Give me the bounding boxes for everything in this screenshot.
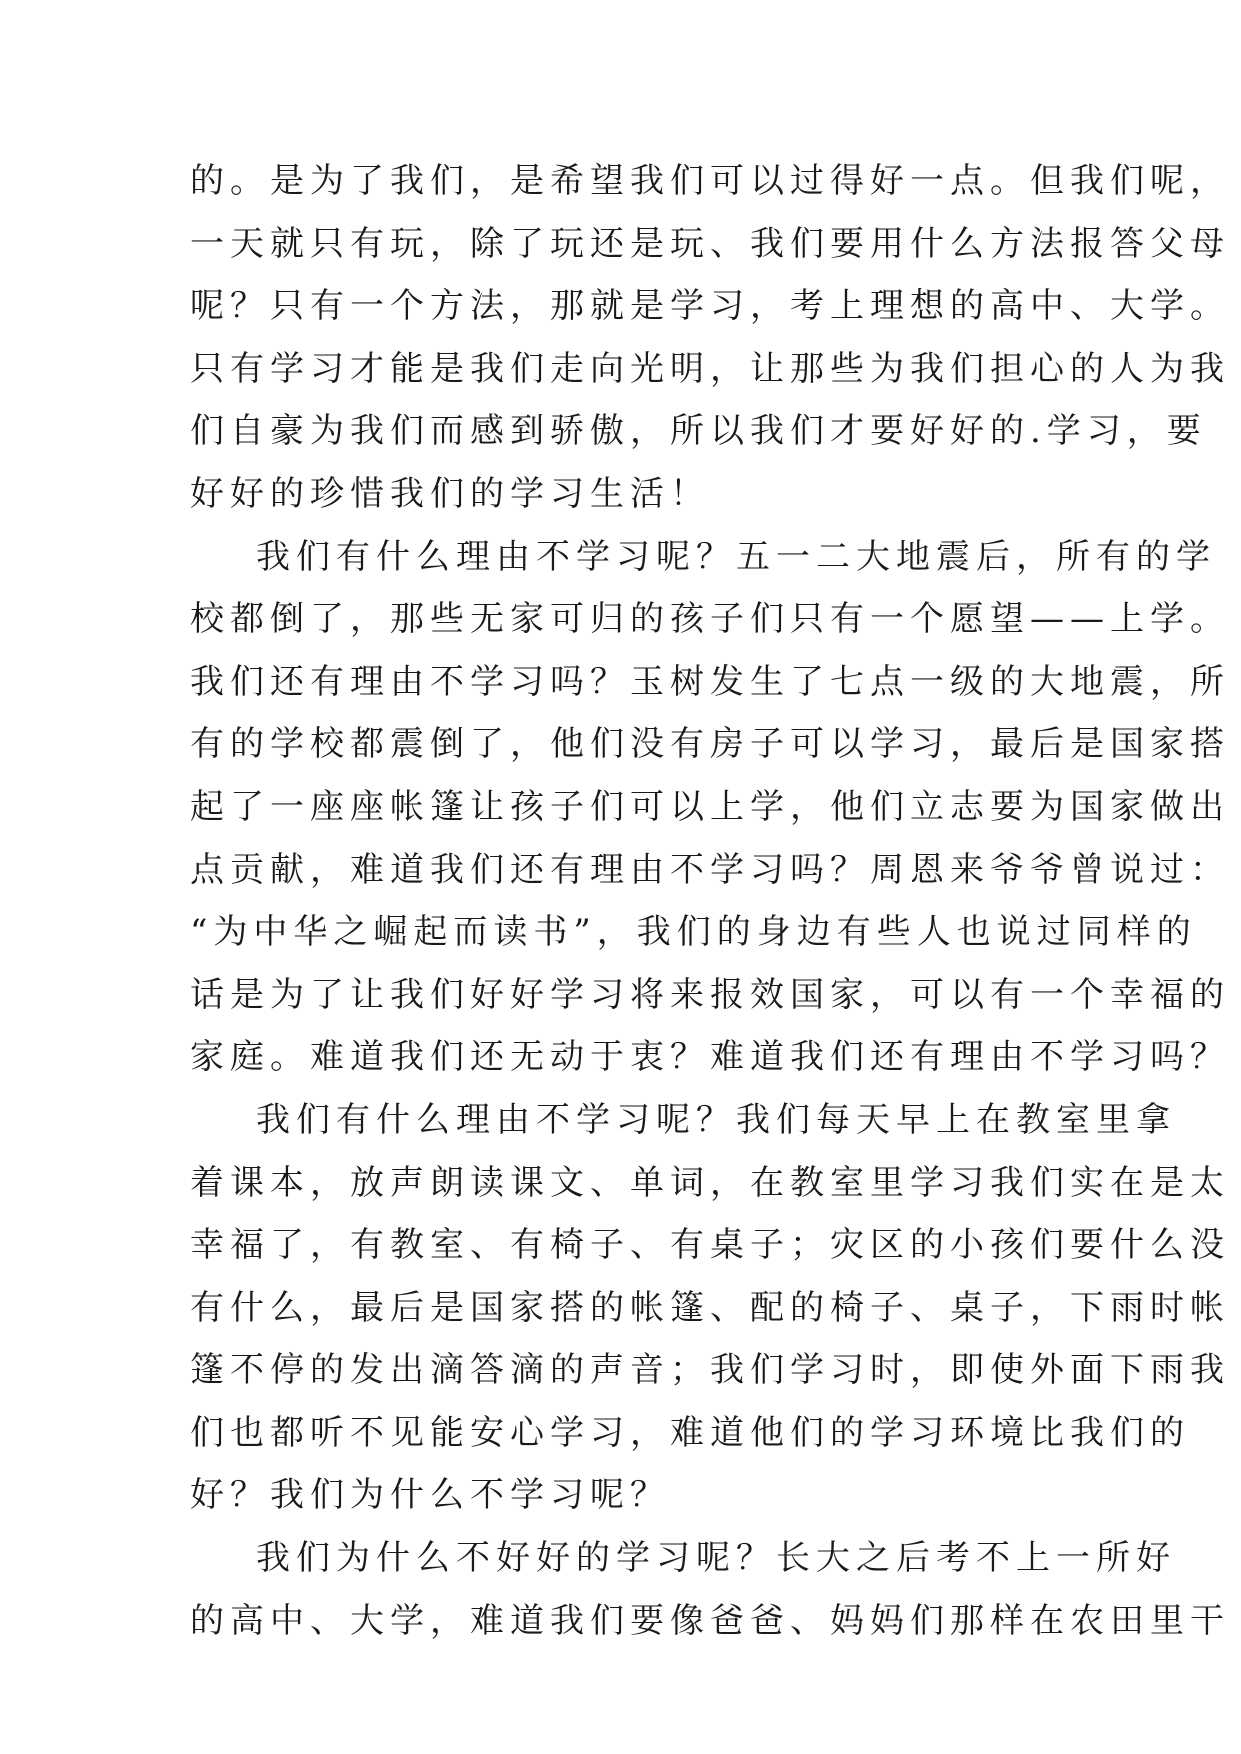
text-line: 的高中、大学，难道我们要像爸爸、妈妈们那样在农田里干 bbox=[190, 1600, 1230, 1641]
text-line: 只有学习才能是我们走向光明，让那些为我们担心的人为我 bbox=[190, 348, 1230, 389]
text-line: 幸福了，有教室、有椅子、有桌子；灾区的小孩们要什么没 bbox=[190, 1225, 1230, 1266]
text-line: 家庭。难道我们还无动于衷？难道我们还有理由不学习吗？ bbox=[190, 1037, 1230, 1078]
text-line: 我们为什么不好好的学习呢？长大之后考不上一所好 bbox=[256, 1538, 1176, 1579]
text-line: 的。是为了我们，是希望我们可以过得好一点。但我们呢， bbox=[190, 161, 1230, 201]
text-line: 起了一座座帐篷让孩子们可以上学，他们立志要为国家做出 bbox=[190, 786, 1230, 827]
text-line: 话是为了让我们好好学习将来报效国家，可以有一个幸福的 bbox=[190, 974, 1230, 1015]
text-line: 有的学校都震倒了，他们没有房子可以学习，最后是国家搭 bbox=[190, 724, 1230, 765]
text-line: 我们还有理由不学习吗？玉树发生了七点一级的大地震，所 bbox=[190, 661, 1230, 702]
text-line: 我们有什么理由不学习呢？五一二大地震后，所有的学 bbox=[256, 536, 1216, 577]
text-line: 们自豪为我们而感到骄傲，所以我们才要好好的.学习，要 bbox=[190, 411, 1207, 452]
text-line: 篷不停的发出滴答滴的声音；我们学习时，即使外面下雨我 bbox=[190, 1350, 1230, 1391]
text-line: 有什么，最后是国家搭的帐篷、配的椅子、桌子，下雨时帐 bbox=[190, 1287, 1230, 1328]
text-line: 我们有什么理由不学习呢？我们每天早上在教室里拿 bbox=[256, 1099, 1176, 1140]
text-line: 一天就只有玩，除了玩还是玩、我们要用什么方法报答父母 bbox=[190, 223, 1230, 264]
text-line: 好好的珍惜我们的学习生活！ bbox=[190, 473, 710, 514]
text-line: 校都倒了，那些无家可归的孩子们只有一个愿望——上学。 bbox=[190, 599, 1230, 640]
text-line: “为中华之崛起而读书”，我们的身边有些人也说过同样的 bbox=[190, 912, 1197, 953]
text-line: 们也都听不见能安心学习，难道他们的学习环境比我们的 bbox=[190, 1412, 1190, 1453]
text-line: 呢？只有一个方法，那就是学习，考上理想的高中、大学。 bbox=[190, 286, 1230, 327]
text-line: 点贡献，难道我们还有理由不学习吗？周恩来爷爷曾说过： bbox=[190, 849, 1230, 890]
document-body bbox=[190, 150, 1230, 1652]
text-line: 好？我们为什么不学习呢？ bbox=[190, 1475, 670, 1516]
text-line: 着课本，放声朗读课文、单词，在教室里学习我们实在是太 bbox=[190, 1162, 1230, 1203]
